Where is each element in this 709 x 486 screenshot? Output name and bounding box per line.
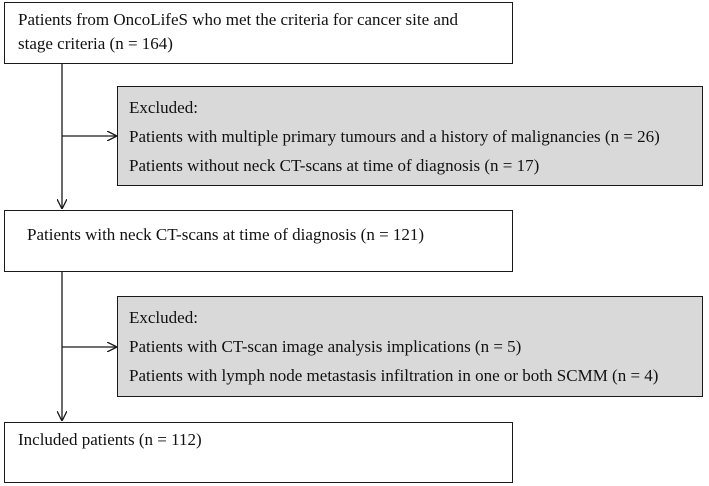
exclusion-1-item-2: Patients without neck CT-scans at time of diagnosis (n = 17) [129,156,540,175]
exclusion-1-header: Excluded: [129,98,198,117]
eligible-patients-line1: Patients from OncoLifeS who met the criteria for cancer site and [18,10,458,29]
exclusion-2-item-2: Patients with lymph node metastasis infiltration in one or both SCMM (n = 4) [129,366,659,385]
exclusion-2-item-1: Patients with CT-scan image analysis implications (n = 5) [129,337,522,356]
box-eligible-patients [4,2,513,64]
included-patients-line1: Included patients (n = 112) [18,430,202,449]
box-ct-scan-patients [4,210,513,272]
box-exclusion-1 [117,86,703,186]
box-included-patients [4,422,513,483]
box-exclusion-2 [117,296,703,397]
ct-scan-patients-line1: Patients with neck CT-scans at time of diagnosis (n = 121) [27,225,425,244]
exclusion-2-header: Excluded: [129,308,198,327]
eligible-patients-line2: stage criteria (n = 164) [18,34,173,53]
exclusion-1-item-1: Patients with multiple primary tumours and a history of malignancies (n = 26) [129,127,660,146]
